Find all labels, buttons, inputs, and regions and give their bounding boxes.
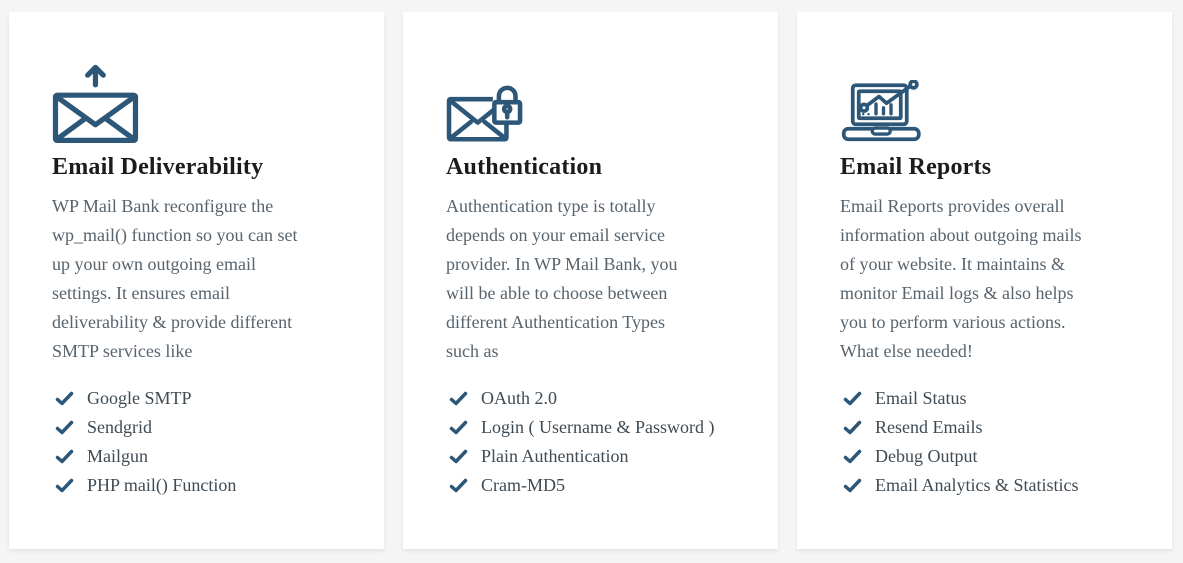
description-line: monitor Email logs & also helps bbox=[840, 283, 1074, 303]
list-item bbox=[55, 442, 344, 471]
description-line: What else needed! bbox=[840, 341, 973, 361]
description-line: information about outgoing mails bbox=[840, 225, 1082, 245]
card-title: Authentication bbox=[446, 154, 603, 180]
list-item bbox=[55, 384, 344, 413]
card-icon-slot bbox=[840, 62, 1132, 143]
feature-list bbox=[840, 384, 1132, 500]
list-item bbox=[843, 413, 1132, 442]
check-icon bbox=[449, 478, 468, 493]
description-line: you to perform various actions. bbox=[840, 312, 1066, 332]
mail-lock-icon bbox=[446, 75, 523, 143]
list-item-label: Login ( Username & Password ) bbox=[481, 417, 715, 437]
mail-send-icon bbox=[52, 63, 139, 143]
description-line: up your own outgoing email bbox=[52, 254, 256, 274]
description-line: depends on your email service bbox=[446, 225, 665, 245]
description-line: provider. In WP Mail Bank, you bbox=[446, 254, 678, 274]
list-item-label: Sendgrid bbox=[87, 417, 152, 437]
description-line: settings. It ensures email bbox=[52, 283, 230, 303]
check-icon bbox=[449, 449, 468, 464]
description-line: Authentication type is totally bbox=[446, 196, 656, 216]
check-icon bbox=[449, 391, 468, 406]
list-item bbox=[55, 413, 344, 442]
card-description bbox=[52, 192, 344, 366]
list-item bbox=[449, 442, 738, 471]
list-item bbox=[55, 471, 344, 500]
description-line: wp_mail() function so you can set bbox=[52, 225, 298, 245]
check-icon bbox=[55, 478, 74, 493]
feature-card-email-deliverability bbox=[9, 12, 384, 549]
card-icon-slot bbox=[52, 62, 344, 143]
list-item bbox=[449, 413, 738, 442]
check-icon bbox=[843, 391, 862, 406]
description-line: will be able to choose between bbox=[446, 283, 668, 303]
feature-card-email-reports bbox=[797, 12, 1172, 549]
card-description bbox=[840, 192, 1132, 366]
check-icon bbox=[55, 420, 74, 435]
list-item-label: Plain Authentication bbox=[481, 446, 629, 466]
list-item bbox=[843, 442, 1132, 471]
list-item-label: Email Analytics & Statistics bbox=[875, 475, 1079, 495]
list-item bbox=[449, 471, 738, 500]
feature-card-authentication bbox=[403, 12, 778, 549]
list-item bbox=[449, 384, 738, 413]
check-icon bbox=[55, 391, 74, 406]
feature-list bbox=[52, 384, 344, 500]
list-item-label: Debug Output bbox=[875, 446, 978, 466]
list-item-label: Email Status bbox=[875, 388, 967, 408]
list-item-label: Google SMTP bbox=[87, 388, 192, 408]
description-line: SMTP services like bbox=[52, 341, 193, 361]
check-icon bbox=[843, 449, 862, 464]
feature-list bbox=[446, 384, 738, 500]
list-item-label: OAuth 2.0 bbox=[481, 388, 557, 408]
laptop-analytics-icon bbox=[840, 80, 923, 143]
list-item-label: Resend Emails bbox=[875, 417, 983, 437]
description-line: deliverability & provide different bbox=[52, 312, 293, 332]
card-icon-slot bbox=[446, 62, 738, 143]
card-title: Email Reports bbox=[840, 154, 992, 180]
list-item-label: PHP mail() Function bbox=[87, 475, 237, 495]
check-icon bbox=[843, 420, 862, 435]
card-description bbox=[446, 192, 738, 366]
list-item-label: Cram-MD5 bbox=[481, 475, 565, 495]
check-icon bbox=[449, 420, 468, 435]
list-item-label: Mailgun bbox=[87, 446, 148, 466]
card-title: Email Deliverability bbox=[52, 154, 264, 180]
description-line: of your website. It maintains & bbox=[840, 254, 1065, 274]
description-line: different Authentication Types bbox=[446, 312, 666, 332]
description-line: WP Mail Bank reconfigure the bbox=[52, 196, 274, 216]
description-line: Email Reports provides overall bbox=[840, 196, 1065, 216]
list-item bbox=[843, 384, 1132, 413]
list-item bbox=[843, 471, 1132, 500]
description-line: such as bbox=[446, 341, 499, 361]
check-icon bbox=[843, 478, 862, 493]
check-icon bbox=[55, 449, 74, 464]
